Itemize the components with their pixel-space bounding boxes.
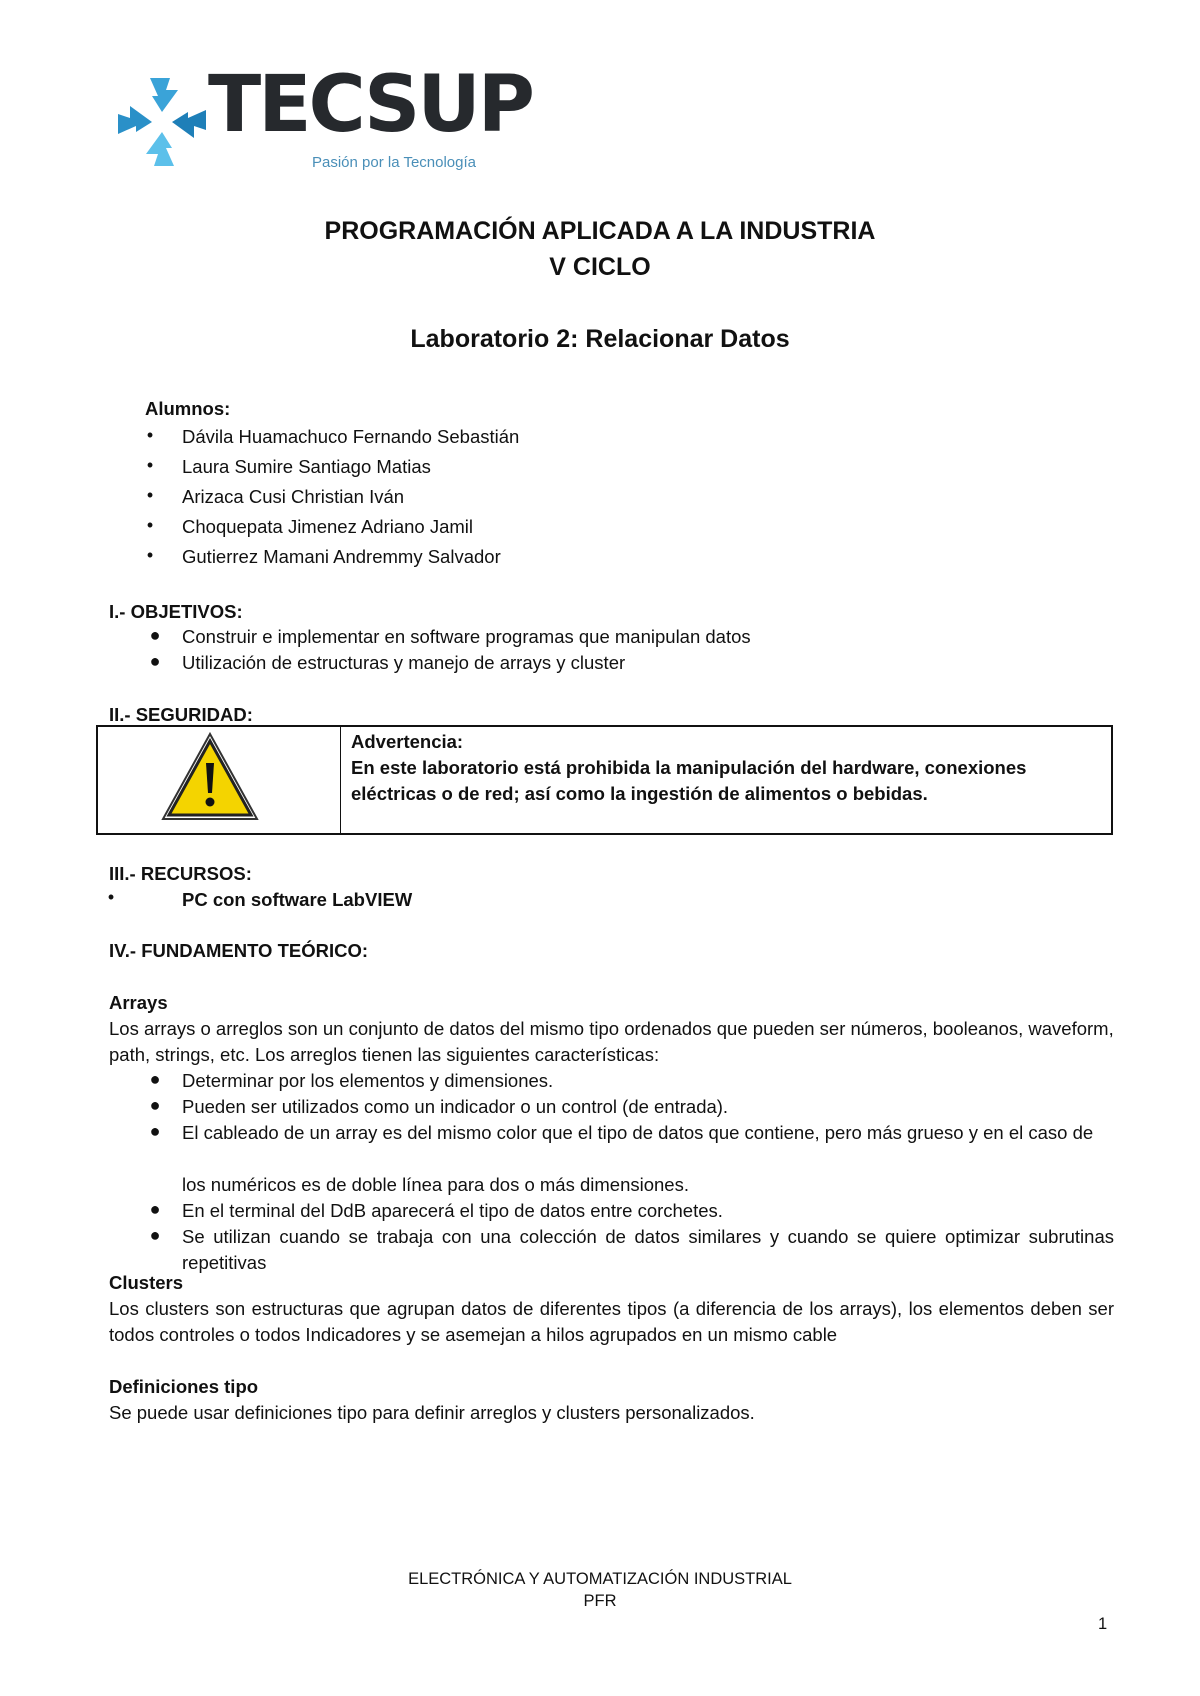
lab-title: Laboratorio 2: Relacionar Datos <box>410 325 790 353</box>
student-name: Choquepata Jimenez Adriano Jamil <box>182 516 474 537</box>
arrays-item-continuation: los numéricos es de doble línea para dos o más dimensiones. <box>182 1174 689 1195</box>
bullet-icon: • <box>107 887 115 907</box>
objetivos-heading: I.- OBJETIVOS: <box>109 601 243 622</box>
warning-triangle-icon <box>160 731 260 823</box>
definiciones-text: Se puede usar definiciones tipo para definir arreglos y clusters personalizados. <box>109 1402 755 1423</box>
tecsup-logo-mark-icon <box>112 72 212 172</box>
bullet-icon: • <box>146 545 154 565</box>
warning-title: Advertencia: <box>351 731 464 752</box>
clusters-heading: Clusters <box>109 1272 184 1293</box>
arrays-item: Se utilizan cuando se trabaja con una colección de datos similares y cuando se quiere optimizar subrutinas repetitivas <box>182 1226 1114 1273</box>
fundamento-heading: IV.- FUNDAMENTO TEÓRICO: <box>109 940 369 961</box>
student-name: Dávila Huamachuco Fernando Sebastián <box>182 426 520 447</box>
student-name: Gutierrez Mamani Andremmy Salvador <box>182 546 501 567</box>
bullet-icon: ● <box>149 1069 161 1089</box>
arrays-heading: Arrays <box>109 992 168 1013</box>
bullet-icon: ● <box>149 1121 161 1141</box>
arrays-item: Pueden ser utilizados como un indicador o un control (de entrada). <box>182 1096 729 1117</box>
tecsup-wordmark: TECSUP <box>208 60 532 150</box>
bullet-icon: • <box>146 425 154 445</box>
arrays-item: El cableado de un array es del mismo color que el tipo de datos que contiene, pero más grueso y en el caso de <box>182 1122 1094 1143</box>
recurso-item: PC con software LabVIEW <box>182 889 413 910</box>
course-title: PROGRAMACIÓN APLICADA A LA INDUSTRIA <box>324 217 876 245</box>
students-label: Alumnos: <box>145 398 231 419</box>
tecsup-logo <box>112 60 532 182</box>
warning-table <box>96 725 1113 835</box>
arrays-intro: Los arrays o arreglos son un conjunto de datos del mismo tipo ordenados que pueden ser números, booleanos, waveform, path, strings, etc. Los arreglos tienen las siguientes características: <box>109 1018 1114 1065</box>
student-name: Arizaca Cusi Christian Iván <box>182 486 405 507</box>
bullet-icon: • <box>146 515 154 535</box>
seguridad-heading: II.- SEGURIDAD: <box>109 704 253 725</box>
bullet-icon: ● <box>149 1095 161 1115</box>
objetivo-item: Utilización de estructuras y manejo de arrays y cluster <box>182 652 626 673</box>
cycle-label: V CICLO <box>549 253 651 281</box>
bullet-icon: ● <box>149 651 161 671</box>
student-name: Laura Sumire Santiago Matias <box>182 456 431 477</box>
clusters-text: Los clusters son estructuras que agrupan datos de diferentes tipos (a diferencia de los arrays), los elementos deben ser todos controles o todos Indicadores y se asemejan a hilos agrupados en un mismo cable <box>109 1298 1114 1345</box>
bullet-icon: ● <box>149 1199 161 1219</box>
table-divider <box>340 727 341 833</box>
bullet-icon: ● <box>149 1225 161 1245</box>
recursos-heading: III.- RECURSOS: <box>109 863 252 884</box>
definiciones-heading: Definiciones tipo <box>109 1376 259 1397</box>
footer-program: PFR <box>583 1592 617 1610</box>
footer-department: ELECTRÓNICA Y AUTOMATIZACIÓN INDUSTRIAL <box>408 1570 792 1588</box>
page-number: 1 <box>1098 1615 1108 1633</box>
bullet-icon: • <box>146 455 154 475</box>
arrays-item: Determinar por los elementos y dimensiones. <box>182 1070 554 1091</box>
bullet-icon: ● <box>149 625 161 645</box>
warning-text: En este laboratorio está prohibida la manipulación del hardware, conexiones eléctricas o de red; así como la ingestión de alimentos o bebidas. <box>351 757 1027 804</box>
arrays-item: En el terminal del DdB aparecerá el tipo de datos entre corchetes. <box>182 1200 723 1221</box>
objetivo-item: Construir e implementar en software programas que manipulan datos <box>182 626 751 647</box>
tecsup-tagline: Pasión por la Tecnología <box>312 154 477 171</box>
bullet-icon: • <box>146 485 154 505</box>
